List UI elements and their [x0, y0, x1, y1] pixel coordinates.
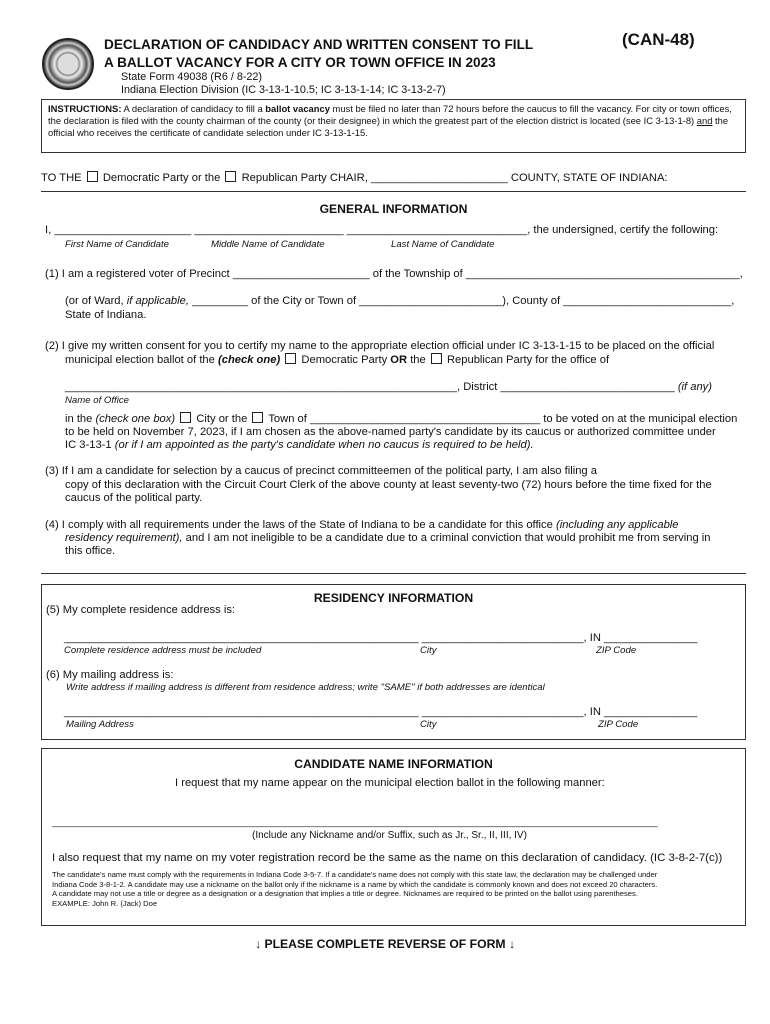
ward-post: _________ of the City or Town of _______________________), County of ___________________________, [192, 295, 735, 307]
office-republican-checkbox[interactable] [431, 353, 442, 364]
down-arrow-icon: ↓ [254, 937, 262, 951]
mailing-city-label: City [420, 719, 437, 730]
item-4-line-3: this office. [65, 545, 116, 557]
instructions-box [41, 99, 746, 153]
city-checkbox[interactable] [180, 412, 191, 423]
residency-requirement: residency requirement), [65, 532, 183, 544]
form-code: (CAN-48) [622, 30, 695, 49]
item-3-line-3: caucus of the political party. [65, 492, 203, 504]
voter-registration-request: I also request that my name on my voter registration record be the same as the name on this declaration of candidacy. (IC 3-8-2-7(c)) [52, 852, 723, 864]
residency-heading: RESIDENCY INFORMATION [313, 591, 474, 605]
instructions-text-c: the official who receives the certificate of candidate selection under IC 3-13-1-15. [48, 115, 729, 138]
fine-print-example: EXAMPLE: John R. (Jack) Doe [52, 898, 158, 908]
reverse-form-notice [0, 937, 770, 951]
fine-print-3: A candidate may not use a title or degree as a designation or a designation that implies a title or degree. Nicknames are required to be printed on the ballot using parentheses. [52, 889, 638, 898]
name-requirements-fine-print [52, 870, 742, 908]
instructions-text-b: must be filed no later than 72 hours before the caucus to fill the vacancy. For city or town offices, the declaration is filed with the county chairman of the county (or their designee) in which the greatest part of the election district is located (see IC 3-13-1-8) [48, 103, 732, 126]
item-3-line-2: copy of this declaration with the Circuit Court Clerk of the above county at least seventy-two (72) hours before the time fixed for the [65, 479, 712, 491]
the-label: the [410, 354, 426, 366]
item-4-line-2 [65, 532, 711, 544]
name-of-office-label: Name of Office [65, 395, 129, 406]
general-information-section [41, 191, 746, 574]
title-line-2: A BALLOT VACANCY FOR A CITY OR TOWN OFFICE IN 2023 [104, 55, 496, 70]
office-district-line: _______________________________________________________________, District ____________________________ [65, 381, 675, 393]
office-republican-label: Republican Party for the office of [446, 354, 610, 366]
democratic-label: Democratic Party or the [102, 172, 221, 184]
ballot-name-request: I request that my name appear on the municipal election ballot in the following manner: [175, 777, 605, 789]
state-of-indiana: State of Indiana. [65, 309, 147, 321]
town-field[interactable]: Town of _____________________________________ to be voted on at the municipal election [268, 413, 738, 425]
fine-print-1: The candidate's name must comply with the requirements in Indiana Code 3-5-7. If a candidate's name does not comply with this state law, the declaration may be challenged under [52, 870, 658, 879]
ic-italic: (or if I am appointed as the party's candidate when no caucus is required to be held). [114, 439, 534, 451]
city-town-line [65, 412, 737, 425]
item-4-post: and I am not ineligible to be a candidate due to a criminal conviction that would prohibit me from serving in [185, 532, 711, 544]
instructions-text: A declaration of candidacy to fill a [123, 103, 263, 114]
instructions-label: INSTRUCTIONS: [48, 103, 122, 114]
title-line-1: DECLARATION OF CANDIDACY AND WRITTEN CONSENT TO FILL [104, 37, 534, 52]
in-the-label: in the [65, 413, 93, 425]
item-4-line-1 [45, 519, 679, 531]
town-checkbox[interactable] [252, 412, 263, 423]
first-name-label: First Name of Candidate [65, 239, 169, 250]
ward-pre: (or of Ward, [65, 295, 124, 307]
nickname-suffix-note: (Include any Nickname and/or Suffix, such as Jr., Sr., II, III, IV) [252, 830, 527, 841]
ward-city-county-field[interactable] [65, 295, 734, 307]
democratic-party-checkbox[interactable] [87, 171, 98, 182]
residence-city-label: City [420, 645, 437, 656]
instructions-bold: ballot vacancy [265, 103, 330, 114]
residency-information-section [41, 584, 746, 740]
instructions-and: and [696, 115, 713, 126]
form-subtitle [121, 71, 446, 97]
check-one-label: (check one) [218, 354, 281, 366]
if-any-label: (if any) [677, 381, 713, 393]
middle-name-label: Middle Name of Candidate [211, 239, 325, 250]
reverse-form-text: PLEASE COMPLETE REVERSE OF FORM [264, 937, 506, 951]
mailing-zip-label: ZIP Code [598, 719, 639, 730]
item-2-ic-text [65, 439, 534, 451]
last-name-label: Last Name of Candidate [391, 239, 495, 250]
form-title [104, 36, 533, 72]
office-democratic-label: Democratic Party [301, 354, 388, 366]
residence-zip-label: ZIP Code [596, 645, 637, 656]
mailing-address-field[interactable]: _________________________________________________________ __________________________, IN _______________ [64, 706, 698, 718]
office-district-field[interactable] [65, 381, 712, 393]
item-2-election-text: to be held on November 7, 2023, if I am chosen as the above-named party's candidate by its caucus or authorized committee under [65, 426, 716, 438]
city-label: City or the [196, 413, 248, 425]
item-5-label: (5) My complete residence address is: [46, 604, 236, 616]
mailing-address-label: Mailing Address [66, 719, 134, 730]
ward-if-applicable: if applicable, [126, 295, 189, 307]
item-6-label: (6) My mailing address is: [46, 669, 174, 681]
candidate-name-heading: CANDIDATE NAME INFORMATION [294, 757, 493, 771]
residence-address-label: Complete residence address must be included [64, 645, 262, 656]
check-one-box-label: (check one box) [95, 413, 176, 425]
down-arrow-icon: ↓ [508, 937, 516, 951]
to-label: TO THE [41, 172, 82, 184]
republican-chair-label: Republican Party CHAIR, ______________________ COUNTY, STATE OF INDIANA: [241, 172, 668, 184]
residence-address-field[interactable]: _________________________________________________________ __________________________, IN _______________ [64, 632, 698, 644]
election-division: Indiana Election Division (IC 3-13-1-10.5; IC 3-13-1-14; IC 3-13-2-7) [121, 84, 446, 96]
indiana-state-seal [42, 38, 94, 90]
fine-print-2: Indiana Code 3-8-1-2. A candidate may use a nickname on the ballot only if the nickname is a name by which the candidate is commonly known and does not exceed 20 characters. [52, 879, 658, 889]
candidate-name-field[interactable]: I, ______________________ ________________________ _____________________________, the undersigned, certify the following: [45, 224, 719, 236]
mailing-note: Write address if mailing address is different from residence address; write "SAME" if both addresses are identical [66, 682, 545, 693]
item-2-text: (2) I give my written consent for you to certify my name to the appropriate election official under IC 3-13-1-15 to be placed on the official [45, 340, 715, 352]
or-label: OR [390, 354, 408, 366]
republican-party-checkbox[interactable] [225, 171, 236, 182]
candidate-name-section [41, 748, 746, 926]
ic-label: IC 3-13-1 [65, 439, 112, 451]
general-heading: GENERAL INFORMATION [319, 202, 468, 216]
office-democratic-checkbox[interactable] [285, 353, 296, 364]
precinct-township-field[interactable]: (1) I am a registered voter of Precinct ______________________ of the Township of ____________________________________________, [45, 268, 743, 280]
to-the-party-line [41, 171, 668, 184]
ballot-of-the: municipal election ballot of the [65, 354, 215, 366]
party-office-line [65, 353, 609, 366]
item-4-pre: (4) I comply with all requirements under the laws of the State of Indiana to be a candidate for this office [45, 519, 553, 531]
state-form-number: State Form 49038 (R6 / 8-22) [121, 71, 263, 83]
item-4-italic: (including any applicable [555, 519, 679, 531]
item-3-line-1: (3) If I am a candidate for selection by a caucus of precinct committeemen of the political party, I am also filing a [45, 465, 597, 477]
ballot-name-field[interactable]: _________________________________________________________________________________________________________________________ [52, 817, 658, 827]
